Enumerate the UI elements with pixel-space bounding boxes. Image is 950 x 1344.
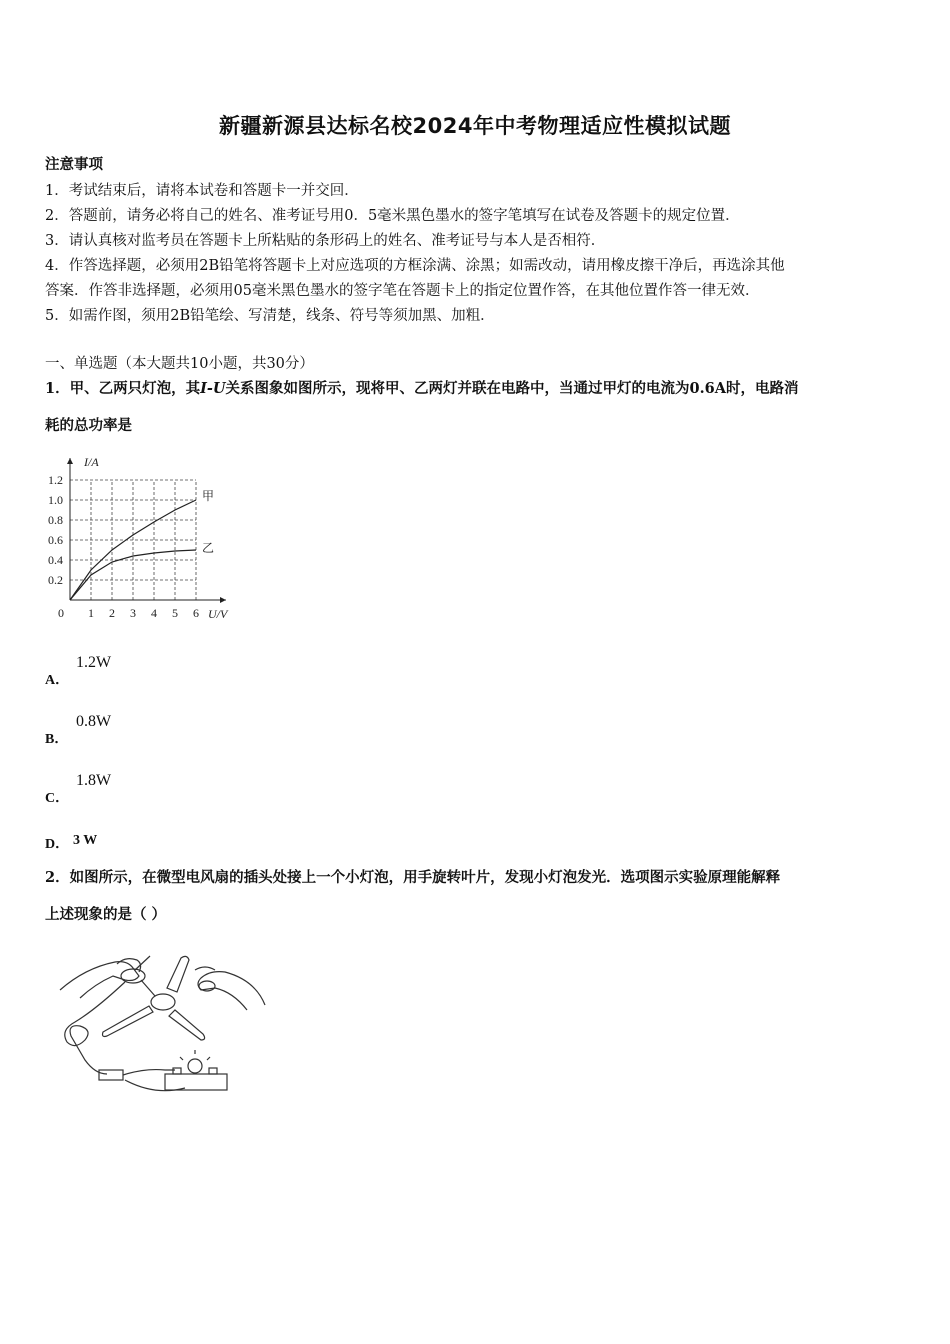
x-tick-label: 6 [193, 606, 199, 620]
x-tick-label: 5 [172, 606, 178, 620]
x-tick-label: 3 [130, 606, 136, 620]
series-label: 甲 [202, 489, 215, 503]
fan-bulb-illustration [55, 950, 270, 1110]
question-2-stem: 2．如图所示，在微型电风扇的插头处接上一个小灯泡，用手旋转叶片，发现小灯泡发光．选项图示实验原理能解释 [45, 869, 781, 886]
series-label: 乙 [202, 541, 215, 555]
y-axis-label: I/A [84, 455, 99, 469]
y-tick-label: 0.6 [48, 533, 63, 547]
iu-chart [40, 443, 250, 628]
bulb-base-board [165, 1074, 227, 1090]
option-d-value[interactable]: 3 W [73, 833, 98, 848]
question-1-text-c: 时，电路消 [726, 380, 799, 397]
terminal-left [173, 1068, 181, 1074]
notice-item: 1．考试结束后，请将本试卷和答题卡一并交回． [45, 183, 359, 199]
notice-heading: 注意事项 [45, 156, 103, 173]
question-2-stem-cont: 上述现象的是（ ） [45, 906, 167, 923]
question-1-text-b: 关系图象如图所示，现将甲、乙两灯并联在电路中，当通过甲灯的电流为 [225, 380, 690, 397]
terminal-right [209, 1068, 217, 1074]
y-tick-label: 0.2 [48, 573, 63, 587]
fan-arm [141, 980, 155, 996]
question-1-iu: I-U [200, 380, 226, 397]
notice-item: 答案．作答非选择题，必须用05毫米黑色墨水的签字笔在答题卡上的指定位置作答，在其他位置作答一律无效． [45, 283, 760, 299]
option-b-label[interactable]: B． [45, 732, 69, 747]
wire [65, 982, 125, 1074]
option-c-label[interactable]: C． [45, 791, 70, 806]
x-tick-label: 4 [151, 606, 157, 620]
x-axis-label: U/V [208, 607, 228, 621]
question-1-stem [45, 377, 799, 398]
notice-item: 2．答题前，请务必将自己的姓名、准考证号用0．5毫米黑色墨水的签字笔填写在试卷及答题卡的规定位置． [45, 208, 740, 224]
bulb-icon [188, 1059, 202, 1073]
fan-blade-right [169, 1010, 205, 1040]
bulb-ray-2 [180, 1057, 183, 1060]
y-tick-label: 1.0 [48, 493, 63, 507]
notice-item: 4．作答选择题，必须用2B铅笔将答题卡上对应选项的方框涂满、涂黑；如需改动，请用橡皮擦干净后，再选涂其他 [45, 258, 785, 274]
notice-item: 5．如需作图，须用2B铅笔绘、写清楚，线条、符号等须加黑、加粗． [45, 308, 495, 324]
wire-to-bulb [123, 1070, 185, 1091]
y-tick-label: 0.4 [48, 553, 63, 567]
chart-series [70, 489, 214, 600]
rotation-arrow [195, 967, 215, 970]
left-hand [60, 962, 139, 998]
fan-shaft-needle [135, 956, 150, 970]
x-tick-label: 1 [88, 606, 94, 620]
page-title: 新疆新源县达标名校2024年中考物理适应性模拟试题 [219, 114, 731, 138]
chart-grid [70, 480, 196, 600]
y-tick-label: 1.2 [48, 473, 63, 487]
bulb-ray-3 [207, 1057, 210, 1060]
fan-blade-left [103, 1006, 154, 1037]
option-a-value[interactable]: 1.2W [76, 654, 112, 671]
option-d-label[interactable]: D． [45, 837, 70, 852]
fan-hub [151, 994, 175, 1010]
plug [99, 1070, 123, 1080]
y-tick-label: 0.8 [48, 513, 63, 527]
option-a-label[interactable]: A． [45, 673, 70, 688]
question-1-stem-cont: 耗的总功率是 [45, 417, 132, 434]
option-c-value[interactable]: 1.8W [76, 772, 112, 789]
fan-blade-top [167, 956, 189, 992]
notice-item: 3．请认真核对监考员在答题卡上所粘贴的条形码上的姓名、准考证号与本人是否相符． [45, 233, 606, 249]
option-b-value[interactable]: 0.8W [76, 713, 112, 730]
question-1-text-a: 1．甲、乙两只灯泡，其 [45, 380, 201, 397]
x-tick-label: 0 [58, 606, 64, 620]
x-tick-label: 2 [109, 606, 115, 620]
x-axis-arrow [220, 597, 226, 603]
question-1-current: 0.6A [689, 380, 727, 397]
section-heading: 一、单选题（本大题共10小题，共30分） [45, 356, 314, 372]
y-axis-arrow [67, 458, 73, 464]
